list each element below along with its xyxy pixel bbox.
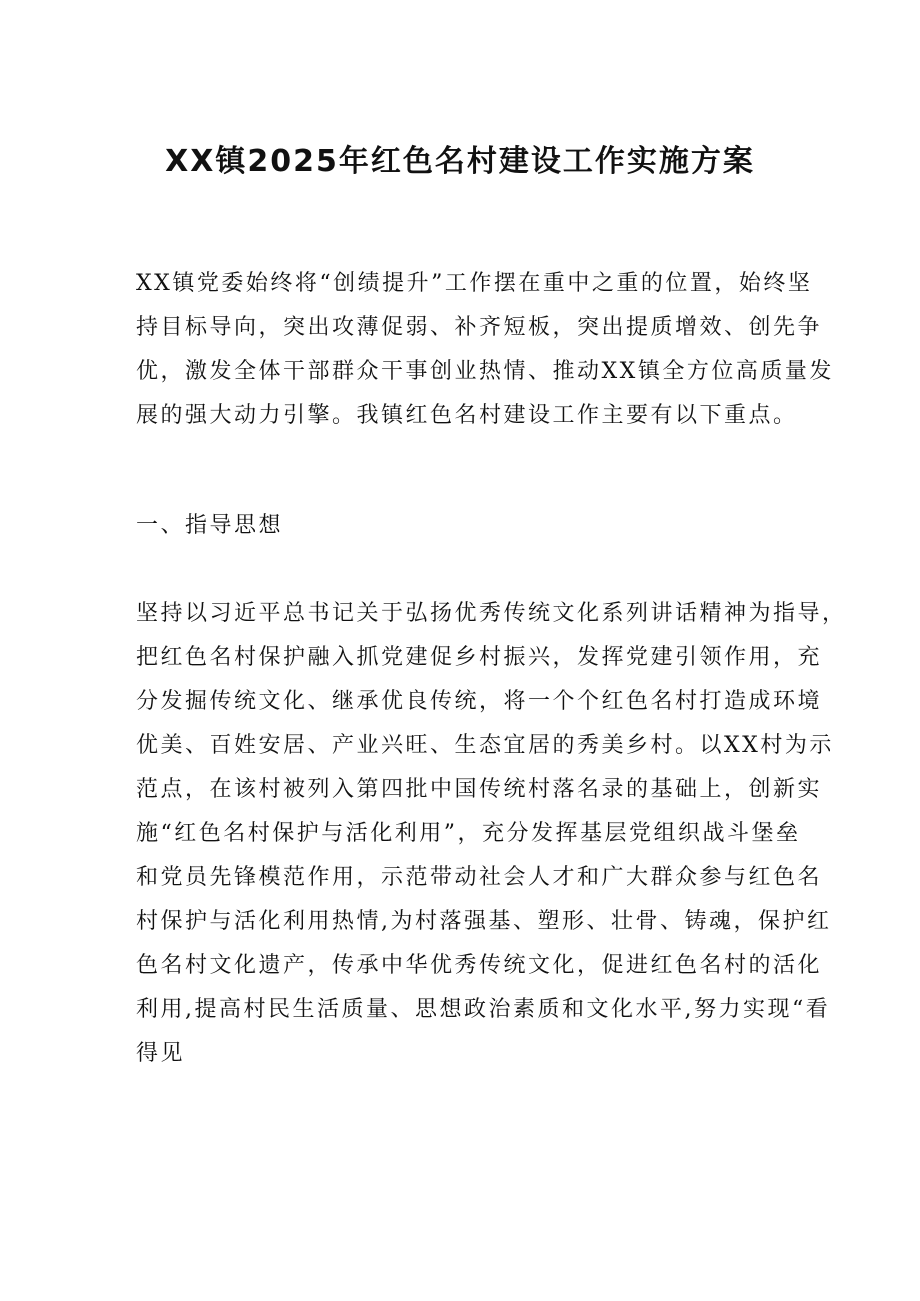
- body-line: 得见: [136, 1041, 186, 1066]
- body-line: 分发掘传统文化、继承优良传统，将一个个红色名村打造成环境: [136, 689, 823, 714]
- body-line: 和党员先锋模范作用，示范带动社会人才和广大群众参与红色名: [136, 865, 823, 890]
- body-line: 把红色名村保护融入抓党建促乡村振兴，发挥党建引领作用，充: [136, 645, 823, 670]
- guiding-ideology-paragraph: [136, 592, 847, 1076]
- body-line: 利用,提高村民生活质量、思想政治素质和文化水平,努力实现“看: [136, 997, 831, 1022]
- body-line: 施“红色名村保护与活化利用”，充分发挥基层党组织战斗堡垒: [136, 821, 801, 846]
- intro-line: 展的强大动力引擎。我镇红色名村建设工作主要有以下重点。: [136, 403, 798, 428]
- body-line: 色名村文化遗产，传承中华优秀传统文化，促进红色名村的活化: [136, 953, 823, 978]
- body-line: 坚持以习近平总书记关于弘扬优秀传统文化系列讲话精神为指导，: [136, 601, 847, 626]
- body-line: 村保护与活化利用热情,为村落强基、塑形、壮骨、铸魂，保护红: [136, 909, 832, 934]
- intro-line: 优，激发全体干部群众干事创业热情、推动XX镇全方位高质量发: [136, 359, 834, 384]
- document-title: XX镇2025年红色名村建设工作实施方案: [165, 144, 755, 179]
- intro-line: XX镇党委始终将“创绩提升”工作摆在重中之重的位置，始终坚: [136, 271, 813, 296]
- section-heading-guiding-ideology: 一、指导思想: [136, 513, 284, 538]
- intro-paragraph: [136, 262, 834, 438]
- intro-line: 持目标导向，突出攻薄促弱、补齐短板，突出提质增效、创先争: [136, 315, 823, 340]
- body-line: 优美、百姓安居、产业兴旺、生态宜居的秀美乡村。以XX村为示: [136, 733, 834, 758]
- body-line: 范点，在该村被列入第四批中国传统村落名录的基础上，创新实: [136, 777, 823, 802]
